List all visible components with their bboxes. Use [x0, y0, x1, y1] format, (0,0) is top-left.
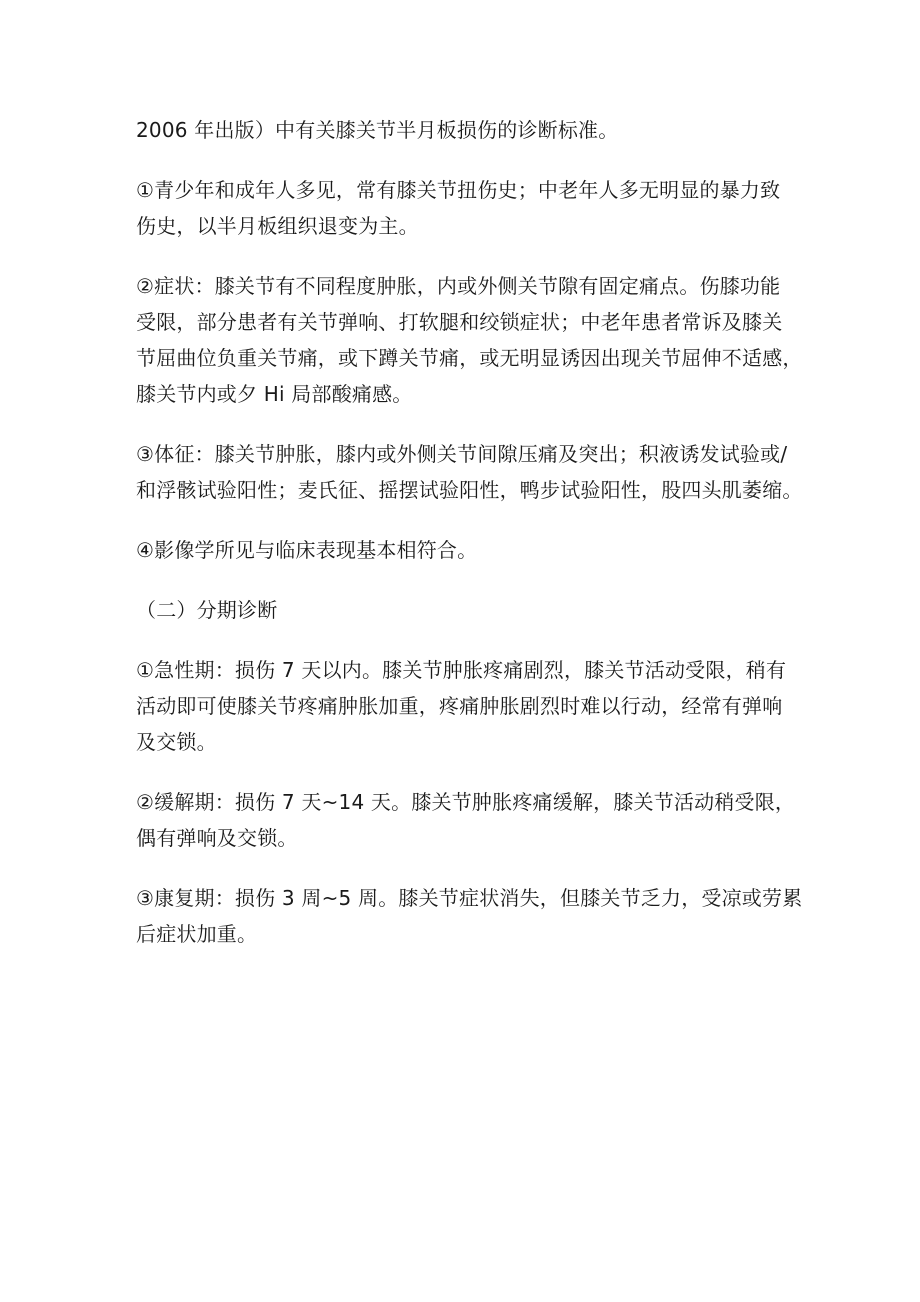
text-line: 偶有弹响及交锁。	[136, 826, 298, 850]
text-line: ④影像学所见与临床表现基本相符合。	[136, 538, 478, 562]
section-heading-staging	[136, 592, 806, 628]
paragraph-symptoms	[136, 268, 806, 412]
paragraph-standard-source	[136, 112, 806, 148]
paragraph-remission-stage	[136, 784, 806, 856]
text-line: 伤史，以半月板组织退变为主。	[136, 214, 419, 238]
paragraph-imaging	[136, 532, 806, 568]
paragraph-epidemiology	[136, 172, 806, 244]
text-line: ①急性期：损伤 7 天以内。膝关节肿胀疼痛剧烈，膝关节活动受限，稍有	[136, 658, 787, 682]
text-line: ③康复期：损伤 3 周~5 周。膝关节症状消失，但膝关节乏力，受凉或劳累	[136, 886, 803, 910]
text-line: 受限，部分患者有关节弹响、打软腿和绞锁症状；中老年患者常诉及膝关	[136, 310, 783, 334]
text-line: 活动即可使膝关节疼痛肿胀加重，疼痛肿胀剧烈时难以行动，经常有弹响	[136, 694, 783, 718]
document-page	[136, 112, 806, 976]
text-line: ②症状：膝关节有不同程度肿胀，内或外侧关节隙有固定痛点。伤膝功能	[136, 274, 781, 298]
text-line: （二）分期诊断	[136, 598, 278, 622]
text-line: 和浮骸试验阳性；麦氏征、摇摆试验阳性，鸭步试验阳性，股四头肌萎缩。	[136, 478, 803, 502]
paragraph-signs	[136, 436, 806, 508]
text-line: 节屈曲位负重关节痛，或下蹲关节痛，或无明显诱因出现关节屈伸不适感，	[136, 346, 803, 370]
text-line: 膝关节内或夕 Hi 局部酸痛感。	[136, 382, 413, 406]
text-line: 及交锁。	[136, 730, 217, 754]
text-line: 2006 年出版）中有关膝关节半月板损伤的诊断标准。	[136, 118, 619, 142]
text-line: ③体征：膝关节肿胀，膝内或外侧关节间隙压痛及突出；积液诱发试验或/	[136, 442, 788, 466]
paragraph-recovery-stage	[136, 880, 806, 952]
text-line: 后症状加重。	[136, 922, 258, 946]
text-line: ①青少年和成年人多见，常有膝关节扭伤史；中老年人多无明显的暴力致	[136, 178, 781, 202]
paragraph-acute-stage	[136, 652, 806, 760]
text-line: ②缓解期：损伤 7 天~14 天。膝关节肿胀疼痛缓解，膝关节活动稍受限，	[136, 790, 796, 814]
